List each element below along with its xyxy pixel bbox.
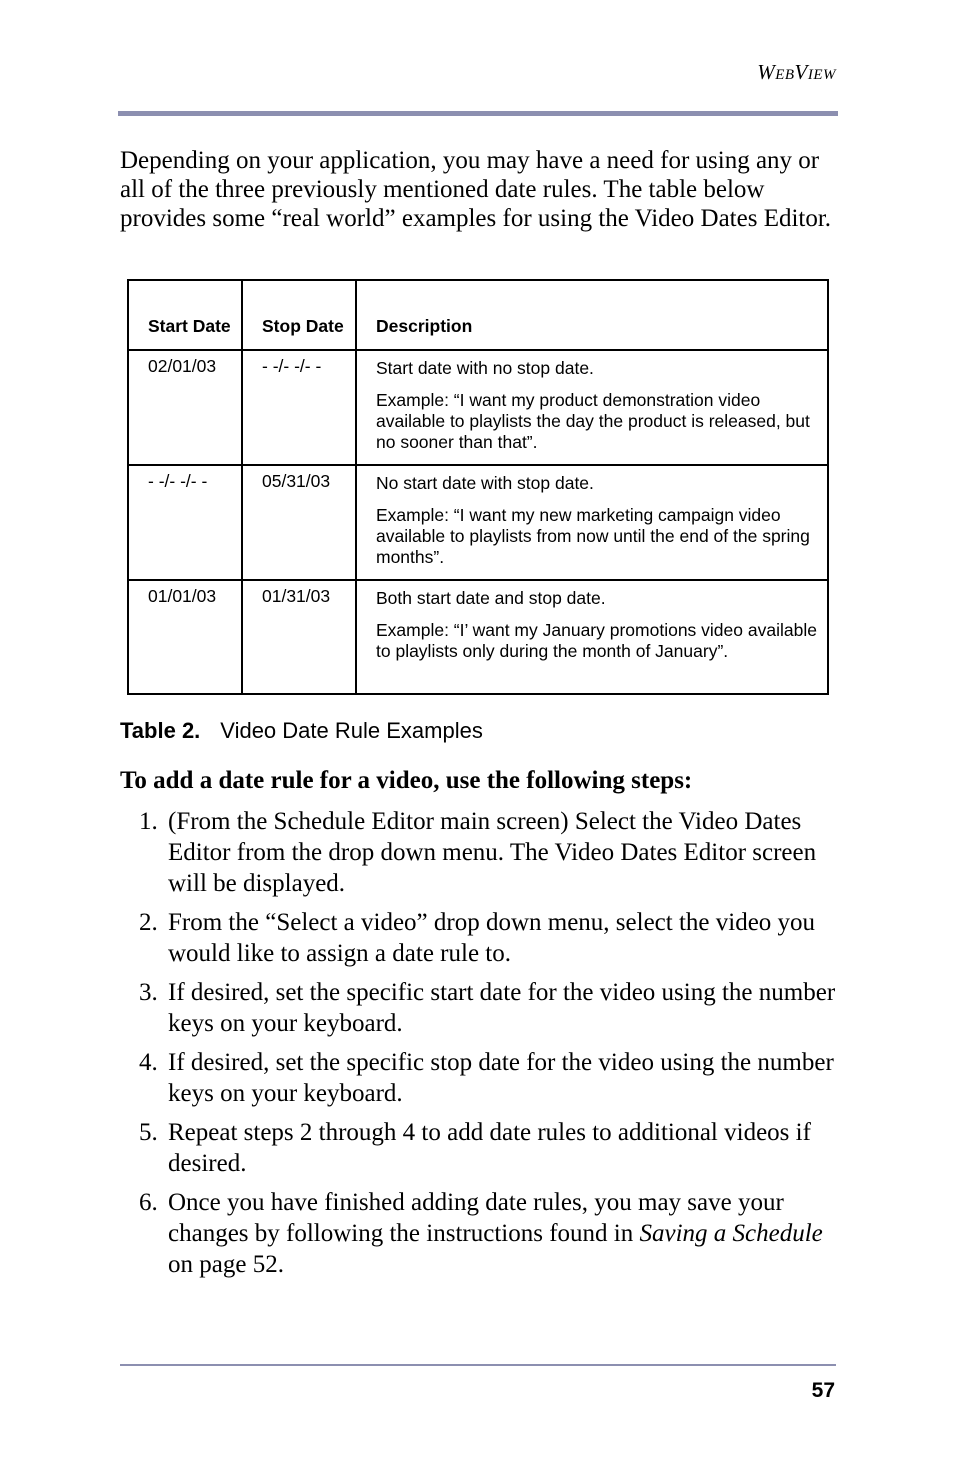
step-text: If desired, set the specific start date for the video using the number keys on your keyboard.: [168, 979, 836, 1037]
step-text: From the “Select a video” drop down menu, select the video you would like to assign a date rule to.: [168, 909, 816, 967]
list-item: [120, 907, 836, 969]
running-header-part: IEW: [807, 67, 836, 83]
list-item: [120, 1187, 836, 1280]
description-summary: Start date with no stop date.: [376, 358, 594, 378]
description-cell: [356, 465, 828, 580]
description-example: Example: “I’ want my January promotions video available to playlists only during the month of January”.: [376, 620, 817, 661]
stop-date-cell: 01/31/03: [242, 580, 356, 694]
list-item: [120, 1117, 836, 1179]
table-row: [128, 465, 828, 580]
column-header-description: Description: [356, 280, 828, 350]
running-header-part: EB: [775, 67, 795, 83]
cross-reference-link[interactable]: Saving a Schedule: [639, 1220, 823, 1247]
description-cell: [356, 350, 828, 465]
description-summary: No start date with stop date.: [376, 473, 594, 493]
table-row: [128, 580, 828, 694]
step-number: 6.: [139, 1189, 158, 1216]
step-text: Once you have finished adding date rules, you may save your changes by following the instructions found in: [168, 1189, 784, 1247]
running-header: [757, 60, 836, 85]
column-header-start-date: Start Date: [128, 280, 242, 350]
step-text: (From the Schedule Editor main screen) Select the Video Dates Editor from the drop down menu. The Video Dates Editor screen will be displayed.: [168, 808, 817, 897]
description-example: Example: “I want my product demonstration video available to playlists the day the product is released, but no sooner than that”.: [376, 390, 810, 452]
list-item: [120, 1047, 836, 1109]
date-rule-table: [127, 279, 829, 695]
step-text: on page 52.: [168, 1251, 284, 1278]
step-number: 2.: [139, 909, 158, 936]
intro-paragraph: Depending on your application, you may have a need for using any or all of the three previously mentioned date rules. The table below provides some “real world” examples for using the Video Dates Editor.: [120, 147, 832, 232]
description-summary: Both start date and stop date.: [376, 588, 606, 608]
steps-list: [120, 806, 836, 1288]
step-number: 4.: [139, 1049, 158, 1076]
table-header-row: [128, 280, 828, 350]
step-number: 5.: [139, 1119, 158, 1146]
start-date-cell: 01/01/03: [128, 580, 242, 694]
table-row: [128, 350, 828, 465]
header-divider: [118, 111, 838, 116]
start-date-cell: - -/- -/- -: [128, 465, 242, 580]
start-date-cell: 02/01/03: [128, 350, 242, 465]
steps-heading: To add a date rule for a video, use the following steps:: [120, 767, 693, 794]
step-text: If desired, set the specific stop date for the video using the number keys on your keyboard.: [168, 1049, 834, 1107]
table-caption-label: Table 2.: [120, 718, 201, 743]
stop-date-cell: 05/31/03: [242, 465, 356, 580]
step-number: 1.: [139, 808, 158, 835]
step-number: 3.: [139, 979, 158, 1006]
page-number: 57: [811, 1379, 835, 1402]
step-text: Repeat steps 2 through 4 to add date rules to additional videos if desired.: [168, 1119, 811, 1177]
description-example: Example: “I want my new marketing campaign video available to playlists from now until the end of the spring months”.: [376, 505, 810, 567]
table-caption-text: Video Date Rule Examples: [220, 718, 483, 743]
list-item: [120, 977, 836, 1039]
running-header-part: V: [794, 60, 808, 84]
list-item: [120, 806, 836, 899]
stop-date-cell: - -/- -/- -: [242, 350, 356, 465]
footer-divider: [120, 1364, 836, 1366]
column-header-stop-date: Stop Date: [242, 280, 356, 350]
running-header-part: W: [757, 60, 776, 84]
table-caption: [120, 718, 483, 744]
description-cell: [356, 580, 828, 694]
